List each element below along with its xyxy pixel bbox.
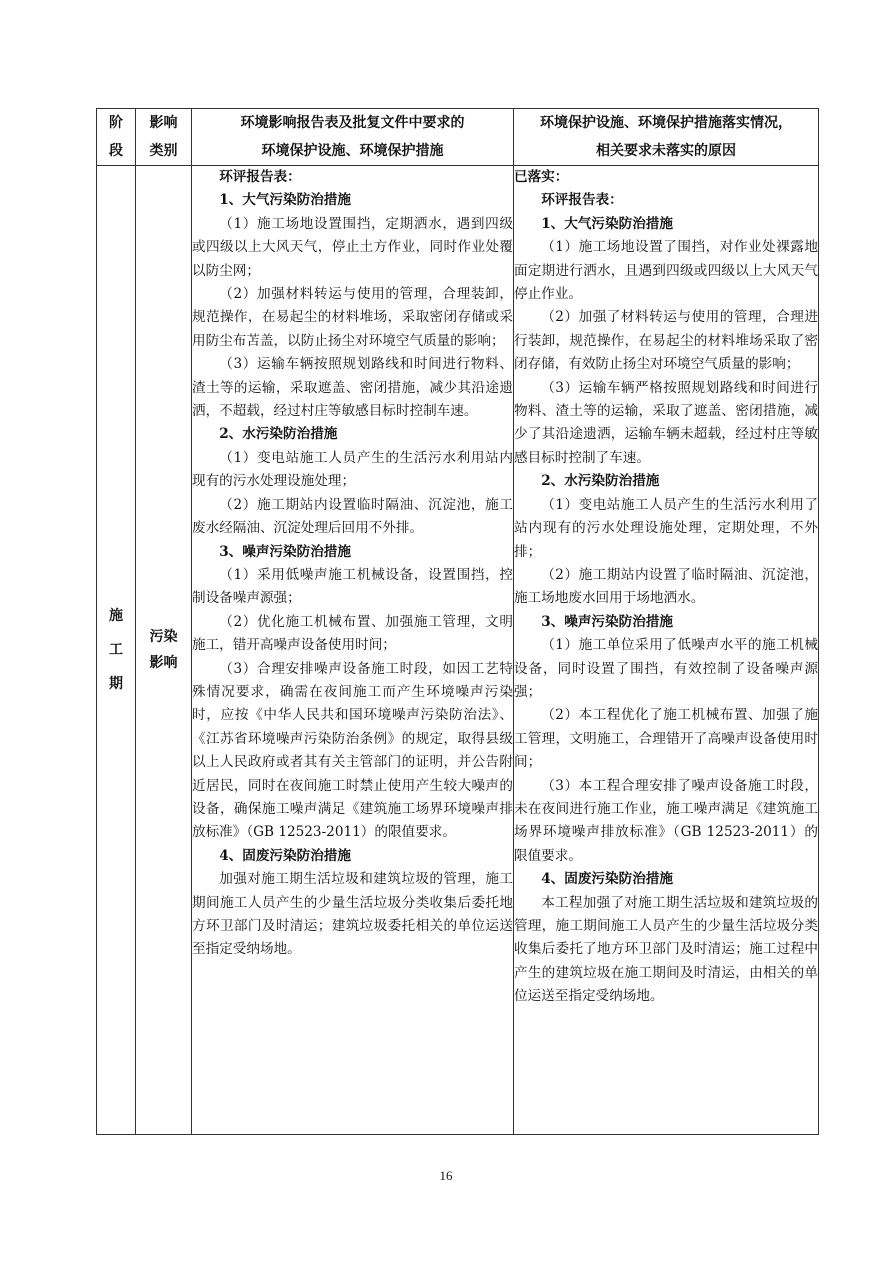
environmental-measures-table (96, 108, 819, 1135)
page-number: 16 (439, 1168, 453, 1183)
paragraph: （3）运输车辆按照规划路线和时间进行物料、渣土等的运输，采取遮盖、密闭措施，减少其沿途遗洒，不超载，经过村庄等敏感目标时控制车速。 (192, 356, 513, 420)
header-requirements: 环境影响报告表及批复文件中要求的 环境保护设施、环境保护措施 (192, 109, 514, 166)
paragraph: （3）本工程合理安排了噪声设备施工时段，未在夜间进行施工作业，施工噪声满足《建筑施工场界环境噪声排放标准》（GB 12523-2011）的限值要求。 (514, 777, 818, 864)
paragraph: （1）采用低噪声施工机械设备，设置围挡，控制设备噪声源强； (192, 566, 513, 607)
lead-label: 环评报告表： (219, 169, 301, 185)
paragraph: （1）变电站施工人员产生的生活污水利用了站内现有的污水处理设施处理，定期处理，不外排； (514, 496, 818, 560)
paragraph: 加强对施工期生活垃圾和建筑垃圾的管理，施工期间施工人员产生的少量生活垃圾分类收集后委托地方环卫部门及时清运；建筑垃圾委托相关的单位运送至指定受纳场地。 (192, 871, 513, 958)
section-heading: 3、噪声污染防治措施 (219, 543, 351, 560)
paragraph: （3）运输车辆严格按照规划路线和时间进行物料、渣土等的运输，采取了遮盖、密闭措施，减少了其沿途遗洒，运输车辆未超载，经过村庄等敏感目标时控制了车速。 (514, 379, 818, 466)
requirements-cell (192, 166, 514, 1135)
paragraph: （2）加强了材料转运与使用的管理，合理进行装卸，规范操作，在易起尘的材料堆场采取了密闭存储，有效防止扬尘对环境空气质量的影响； (514, 309, 818, 373)
stage-cell: 施 工 期 (97, 166, 136, 1135)
paragraph: （2）施工期站内设置临时隔油、沉淀池，施工废水经隔油、沉淀处理后回用不外排。 (192, 496, 513, 537)
section-heading: 3、噪声污染防治措施 (541, 613, 673, 630)
header-row (97, 109, 819, 166)
paragraph: （1）施工场地设置围挡，定期洒水，遇到四级或四级以上大风天气，停止土方作业，同时作业处覆以防尘网； (192, 215, 513, 279)
table-row (97, 166, 819, 1135)
paragraph: 本工程加强了对施工期生活垃圾和建筑垃圾的管理，施工期间施工人员产生的少量生活垃圾分类收集后委托了地方环卫部门及时清运；施工过程中产生的建筑垃圾在施工期间及时清运，由相关的单位运送至指定受纳场地。 (514, 894, 818, 1005)
category-cell: 污染 影响 (136, 166, 192, 1135)
section-heading: 2、水污染防治措施 (541, 473, 660, 490)
paragraph: （1）施工单位采用了低噪声水平的施工机械设备，同时设置了围挡，有效控制了设备噪声源强； (514, 637, 818, 700)
paragraph: （2）加强材料转运与使用的管理，合理装卸，规范操作，在易起尘的材料堆场，采取密闭存储或采用防尘布苫盖，以防止扬尘对环境空气质量的影响； (192, 286, 513, 349)
paragraph: （2）优化施工机械布置、加强施工管理，文明施工，错开高噪声设备使用时间； (192, 613, 513, 654)
section-heading: 1、大气污染防治措施 (541, 215, 673, 232)
section-heading: 4、固废污染防治措施 (219, 847, 351, 864)
section-heading: 4、固废污染防治措施 (541, 871, 673, 888)
header-implementation: 环境保护设施、环境保护措施落实情况， 相关要求未落实的原因 (514, 109, 819, 166)
header-category: 影响 类别 (136, 109, 192, 166)
paragraph: （1）施工场地设置了围挡，对作业处裸露地面定期进行洒水，且遇到四级或四级以上大风天气停止作业。 (514, 239, 818, 303)
header-stage: 阶 段 (97, 109, 136, 166)
lead-label: 环评报告表： (541, 192, 623, 209)
section-heading: 1、大气污染防治措施 (219, 192, 351, 209)
paragraph: （2）施工期站内设置了临时隔油、沉淀池，施工场地废水回用于场地洒水。 (514, 566, 818, 607)
lead-label: 已落实： (514, 169, 569, 185)
paragraph: （1）变电站施工人员产生的生活污水利用站内现有的污水处理设施处理； (192, 449, 513, 490)
paragraph: （3）合理安排噪声设备施工时段，如因工艺特殊情况要求，确需在夜间施工而产生环境噪声污染时，应按《中华人民共和国环境噪声污染防治法》、《江苏省环境噪声污染防治条例》的规定，取得县级以上人民政府或者其有关主管部门的证明，并公告附近居民，同时在夜间施工时禁止使用产生较大噪声的设备，确保施工噪声满足《建筑施工场界环境噪声排放标准》（GB 12523-2011）的限值要求。 (192, 660, 513, 841)
implementation-cell (514, 166, 819, 1135)
section-heading: 2、水污染防治措施 (219, 426, 338, 443)
paragraph: （2）本工程优化了施工机械布置、加强了施工管理，文明施工，合理错开了高噪声设备使用时间； (514, 707, 818, 771)
